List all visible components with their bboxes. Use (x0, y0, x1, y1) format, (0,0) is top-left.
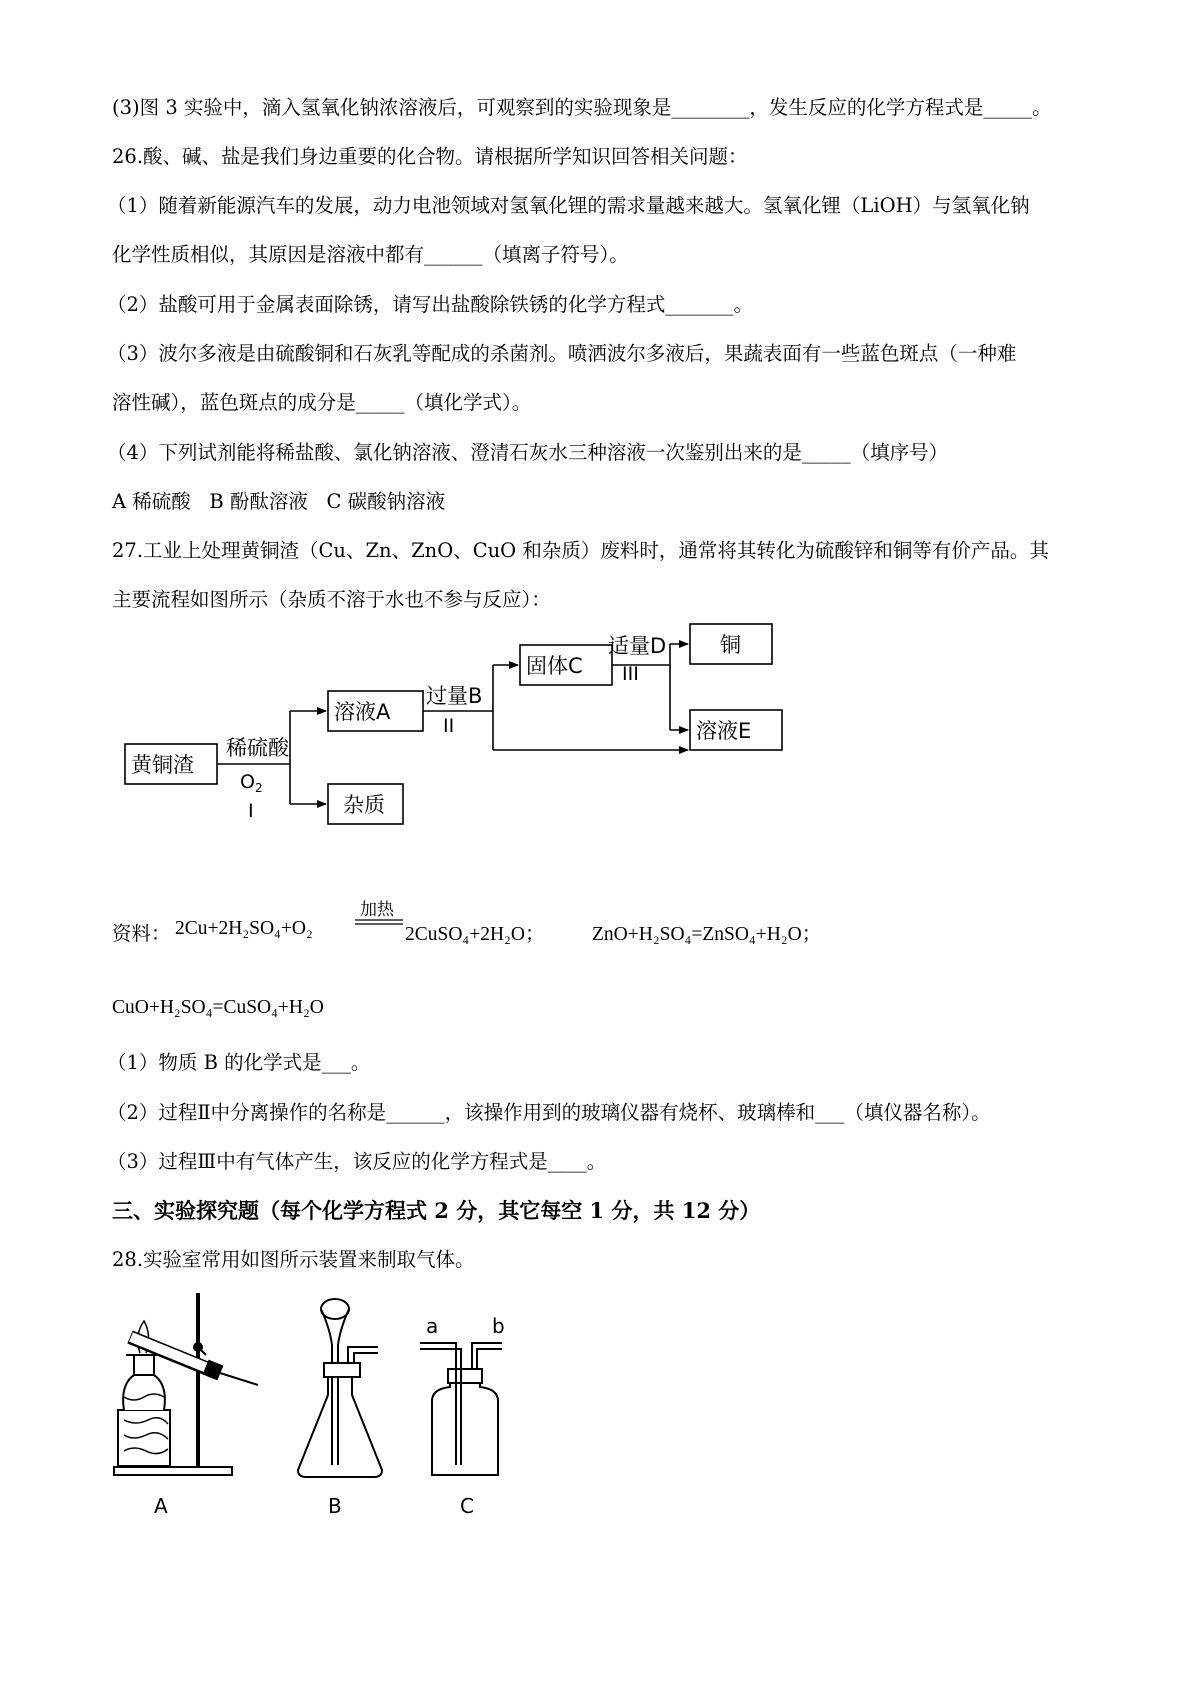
port-a-label: a (426, 1314, 439, 1338)
reagent1-o2-subscript: 2 (254, 781, 263, 795)
port-b-label: b (492, 1314, 505, 1338)
step2-label: II (443, 715, 455, 737)
apparatus-a-drawing (114, 1293, 258, 1475)
section-3-heading: 三、实验探究题（每个化学方程式 2 分，其它每空 1 分，共 12 分） (112, 1198, 761, 1223)
box-impurity-label: 杂质 (343, 793, 385, 817)
apparatus-c-label: C (460, 1494, 474, 1518)
equation-1-condition: 加热 (360, 900, 394, 919)
apparatus-figure (110, 1285, 570, 1525)
apparatus-c-drawing (420, 1343, 502, 1475)
apparatus-a-label: A (154, 1494, 168, 1518)
q27-1-text: （1）物质 B 的化学式是___。 (107, 1051, 371, 1074)
equation-1-double-line (355, 919, 403, 927)
step1-label: I (248, 800, 254, 822)
box-start-label: 黄铜渣 (131, 753, 194, 777)
box-solid-c-label: 固体C (526, 654, 583, 678)
q26-1-line-a: （1）随着新能源汽车的发展，动力电池领域对氢氧化锂的需求量越来越大。氢氧化锂（LiOH）与氢氧化钠 (107, 194, 1030, 217)
q25-3-text: (3)图 3 实验中，滴入氢氧化钠浓溶液后，可观察到的实验现象是________，发生反应的化学方程式是_____。 (112, 96, 1052, 119)
q26-3-line-a: （3）波尔多液是由硫酸铜和石灰乳等配成的杀菌剂。喷洒波尔多液后，果蔬表面有一些蓝色斑点（一种难 (107, 342, 1017, 365)
reagent1-o2 (240, 771, 263, 795)
process-flow-diagram (110, 620, 810, 825)
q28-intro: 28.实验室常用如图所示装置来制取气体。 (112, 1248, 475, 1271)
q27-intro-line-b: 主要流程如图所示（杂质不溶于水也不参与反应）： (112, 588, 551, 611)
reagent1-label: 稀硫酸 (226, 736, 289, 760)
q27-3-text: （3）过程Ⅲ中有气体产生，该反应的化学方程式是____。 (107, 1150, 607, 1173)
box-solution-a-label: 溶液A (334, 700, 391, 724)
equation-3: CuO+H₂SO₄=CuSO₄+H₂O (112, 997, 324, 1018)
reagent1-o2-symbol: O (240, 771, 255, 793)
q26-2-text: （2）盐酸可用于金属表面除锈，请写出盐酸除铁锈的化学方程式_______。 (107, 293, 754, 316)
resource-label: 资料： (112, 924, 171, 945)
apparatus-b-drawing (298, 1299, 382, 1477)
reagent2-label: 过量B (426, 684, 483, 708)
equation-2: ZnO+H₂SO₄=ZnSO₄+H₂O； (592, 924, 822, 945)
q26-4-text: （4）下列试剂能将稀盐酸、氯化钠溶液、澄清石灰水三种溶液一次鉴别出来的是_____（填序号） (107, 441, 949, 464)
equation-1-left: 2Cu+2H₂SO₄+O₂ (175, 918, 313, 939)
q26-4-options: A 稀硫酸 B 酚酞溶液 C 碳酸钠溶液 (112, 490, 446, 513)
step3-label: III (622, 663, 639, 685)
q27-intro-line-a: 27.工业上处理黄铜渣（Cu、Zn、ZnO、CuO 和杂质）废料时，通常将其转化为硫酸锌和铜等有价产品。其 (112, 539, 1049, 562)
box-copper-label: 铜 (720, 633, 741, 657)
q26-3-line-b: 溶性碱），蓝色斑点的成分是_____（填化学式）。 (112, 391, 532, 414)
equation-1-right: 2CuSO₄+2H₂O； (405, 924, 545, 945)
q26-intro: 26.酸、碱、盐是我们身边重要的化合物。请根据所学知识回答相关问题： (112, 145, 748, 168)
box-solution-e-label: 溶液E (696, 719, 752, 743)
apparatus-b-label: B (328, 1494, 342, 1518)
reagent3-label: 适量D (608, 634, 667, 658)
q27-2-text: （2）过程Ⅱ中分离操作的名称是______，该操作用到的玻璃仪器有烧杯、玻璃棒和___（填仪器名称）。 (107, 1101, 991, 1124)
q26-1-line-b: 化学性质相似，其原因是溶液中都有______（填离子符号）。 (112, 243, 629, 266)
